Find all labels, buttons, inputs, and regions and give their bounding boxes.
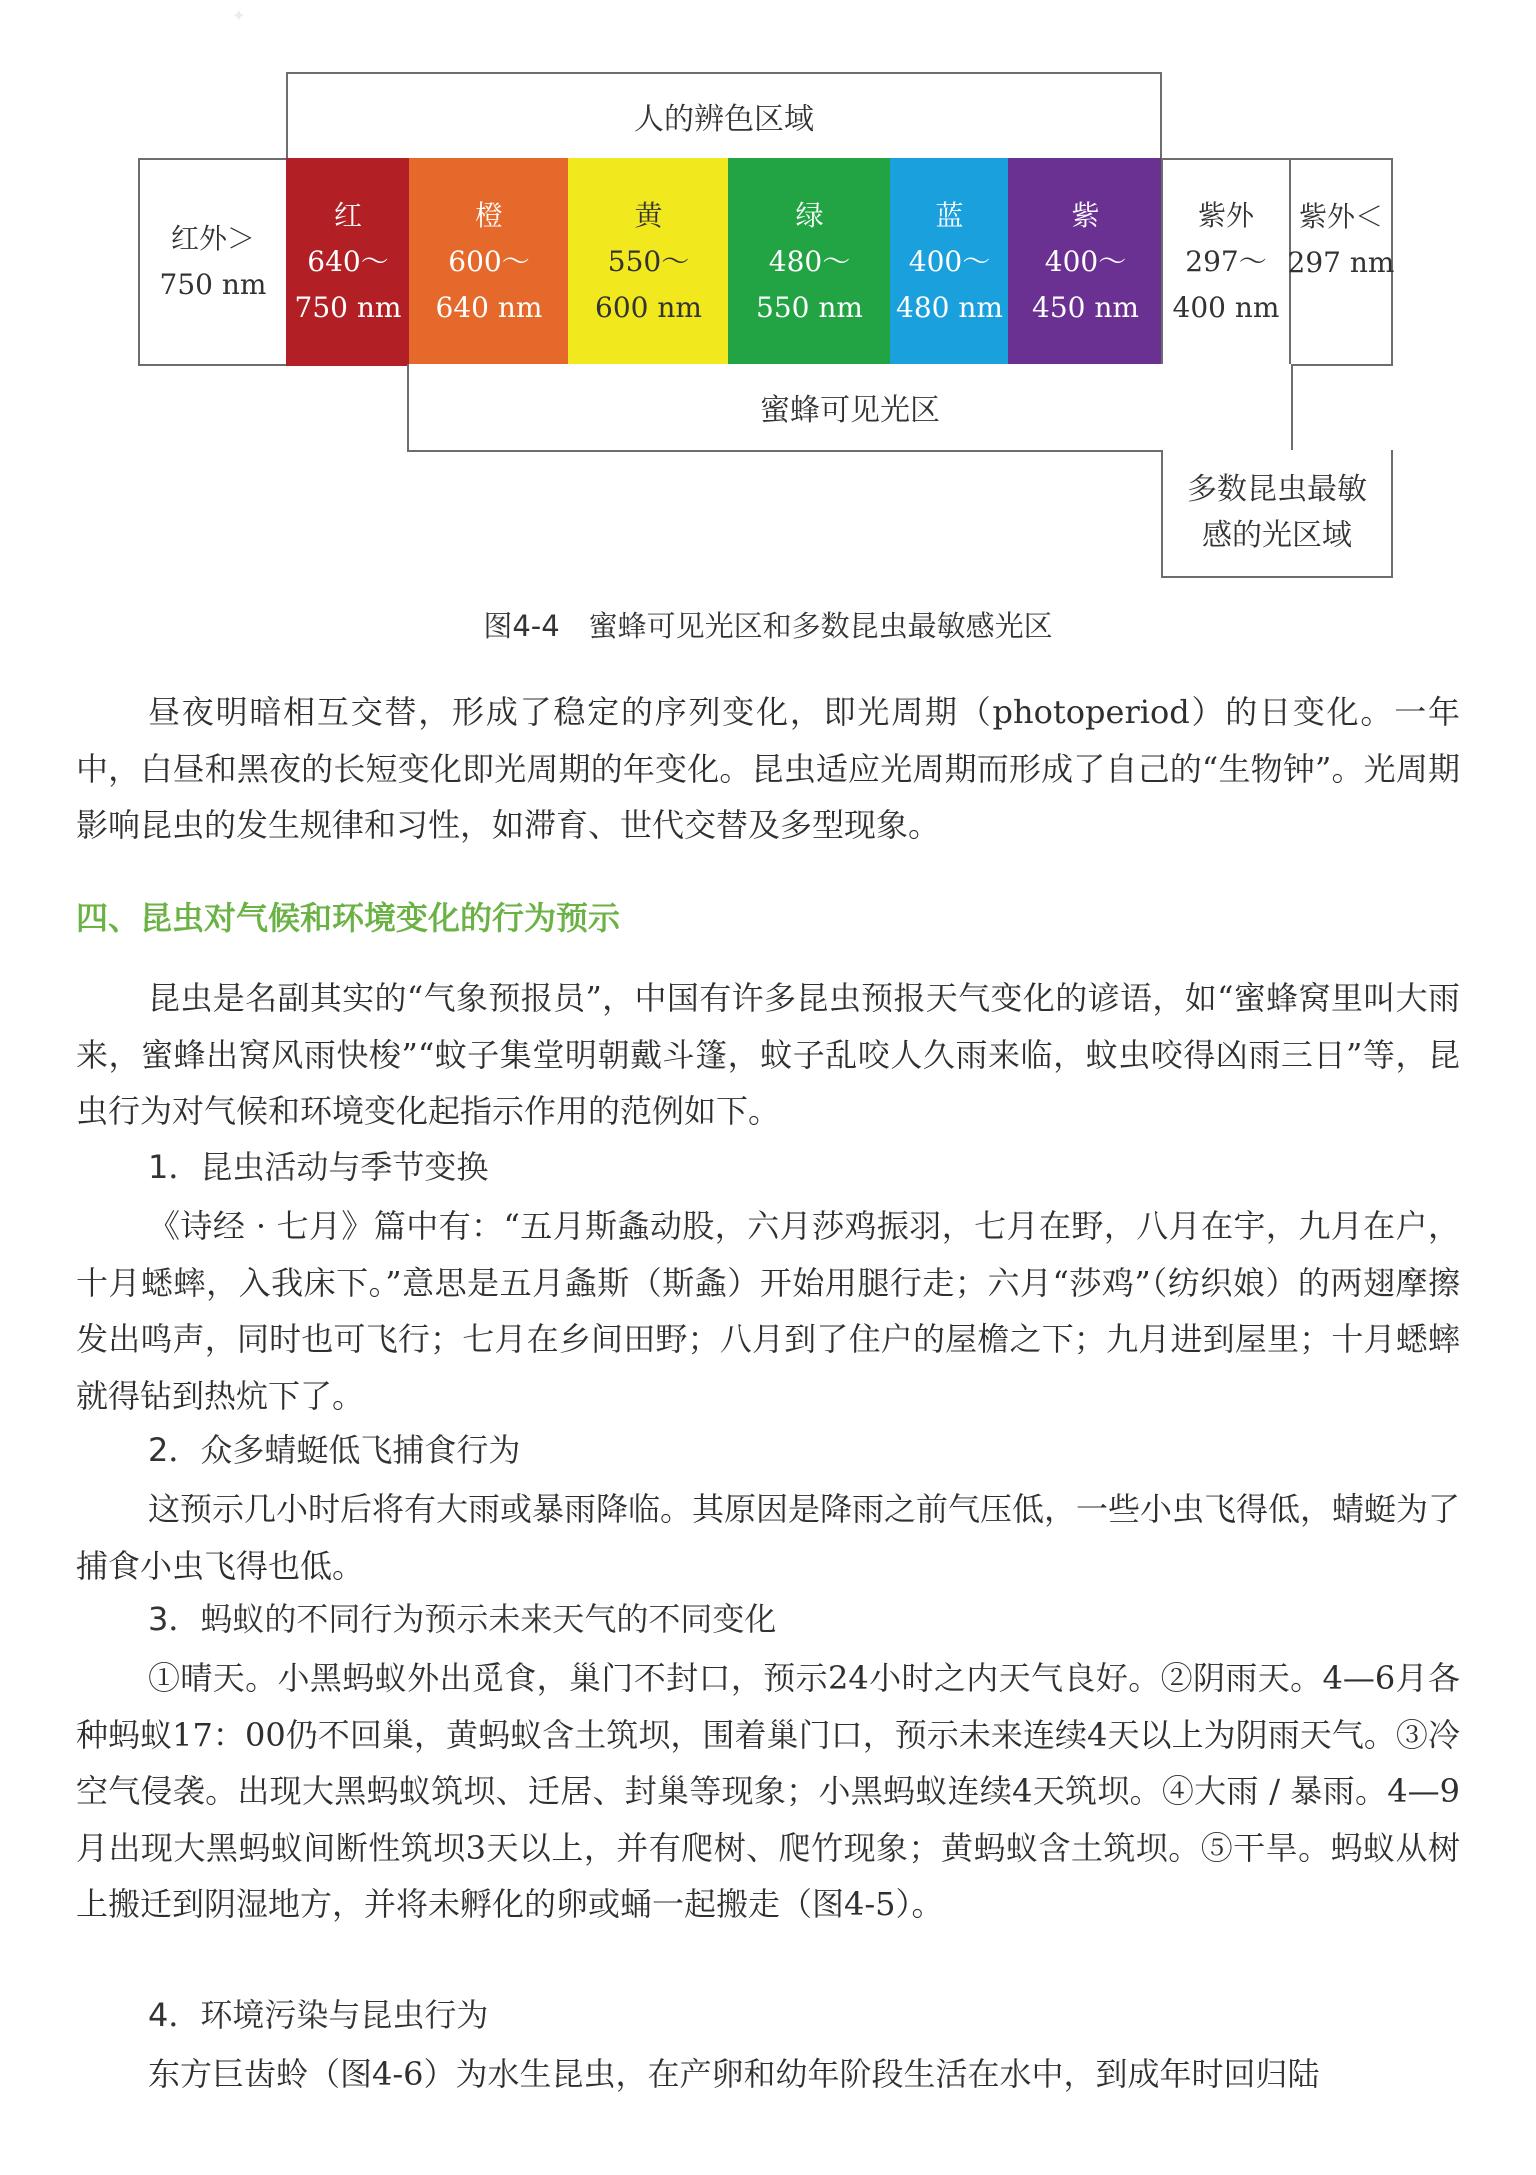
band-range-start: 400～ (908, 245, 991, 278)
section-heading: 四、昆虫对气候和环境变化的行为预示 (76, 899, 621, 937)
insect-sensitive-zone (1161, 450, 1393, 578)
subheading-pollution: 4．环境污染与昆虫行为 (148, 1996, 489, 2034)
paragraph-book-of-songs: 《诗经 · 七月》篇中有：“五月斯螽动股，六月莎鸡振羽，七月在野，八月在宇，九月在户，十月蟋蟀，入我床下。”意思是五月螽斯（斯螽）开始用腿行走；六月“莎鸡”（纺织娘）的两翅摩擦发出鸣声，同时也可飞行；七月在乡间田野；八月到了住户的屋檐之下；九月进到屋里；十月蟋蟀就得钻到热炕下了。 (76, 1207, 1460, 1415)
band-blue (890, 158, 1009, 366)
band-violet (1008, 158, 1163, 366)
insect-zone-label-line2: 感的光区域 (1202, 518, 1352, 553)
bee-visible-zone-label: 蜜蜂可见光区 (407, 364, 1293, 452)
band-name: 黄 (634, 199, 663, 232)
uv-range-start: 297～ (1185, 245, 1267, 278)
band-yellow (568, 158, 729, 366)
band-name: 蓝 (935, 199, 964, 232)
band-range-end: 600 nm (595, 291, 702, 324)
page-ornament-icon: ✦ (232, 6, 246, 25)
band-name: 绿 (795, 199, 824, 232)
insect-zone-label-line1: 多数昆虫最敏 (1187, 472, 1367, 507)
paragraph-dragonflies: 这预示几小时后将有大雨或暴雨降临。其原因是降雨之前气压低，一些小虫飞得低，蜻蜓为了捕食小虫飞得也低。 (76, 1490, 1461, 1585)
infrared-range: 750 nm (159, 268, 267, 301)
infrared-label: 红外＞ (170, 222, 255, 255)
paragraph-ants: ①晴天。小黑蚂蚁外出觅食，巢门不封口，预示24小时之内天气良好。②阴雨天。4—6月各种蚂蚁17：00仍不回巢，黄蚂蚁含土筑坝，围着巢门口，预示未来连续4天以上为阴雨天气。③冷空气侵袭。出现大黑蚂蚁筑坝、迁居、封巢等现象；小黑蚂蚁连续4天筑坝。④大雨 / 暴雨。4—9月出现大黑蚂蚁间断性筑坝3天以上，并有爬树、爬竹现象；黄蚂蚁含土筑坝。⑤干旱。蚂蚁从树上搬迁到阴湿地方，并将未孵化的卵或蛹一起搬走（图4-5）。 (76, 1659, 1460, 1924)
band-orange (409, 158, 569, 366)
subheading-ants: 3．蚂蚁的不同行为预示未来天气的不同变化 (148, 1600, 777, 1638)
figure-caption: 图4-4 蜜蜂可见光区和多数昆虫最敏感光区 (483, 609, 1053, 643)
band-name: 红 (333, 199, 362, 232)
uv-bee-cell (1161, 158, 1291, 366)
paragraph-weather-forecasters: 昆虫是名副其实的“气象预报员”，中国有许多昆虫预报天气变化的谚语，如“蜜蜂窝里叫大雨来，蜜蜂出窝风雨快梭”“蚊子集堂明朝戴斗篷，蚊子乱咬人久雨来临，蚊虫咬得凶雨三日”等，昆虫行为对气候和环境变化起指示作用的范例如下。 (76, 979, 1460, 1131)
band-name: 紫 (1071, 199, 1100, 232)
band-range-end: 480 nm (896, 291, 1003, 324)
band-range-start: 640～ (307, 245, 389, 278)
human-color-zone-label: 人的辨色区域 (286, 72, 1162, 160)
band-red (286, 158, 410, 366)
band-range-end: 750 nm (294, 291, 402, 324)
band-range-end: 450 nm (1032, 291, 1139, 324)
subheading-dragonflies: 2．众多蜻蜓低飞捕食行为 (148, 1431, 521, 1469)
paragraph-photoperiod: 昼夜明暗相互交替，形成了稳定的序列变化，即光周期（photoperiod）的日变化。一年中，白昼和黑夜的长短变化即光周期的年变化。昆虫适应光周期而形成了自己的“生物钟”。光周期影响昆虫的发生规律和习性，如滞育、世代交替及多型现象。 (76, 693, 1460, 845)
uv-short-label: 紫外＜ (1298, 200, 1383, 233)
band-range-start: 480～ (768, 245, 851, 278)
band-name: 橙 (474, 199, 503, 232)
uv-range-end: 400 nm (1172, 291, 1280, 324)
subheading-seasons: 1．昆虫活动与季节变换 (148, 1148, 489, 1186)
band-range-start: 550～ (607, 245, 690, 278)
uv-short-range: 297 nm (1287, 246, 1395, 279)
uv-label: 紫外 (1197, 199, 1254, 232)
band-range-start: 600～ (448, 245, 530, 278)
band-range-start: 400～ (1044, 245, 1127, 278)
paragraph-dobsonfly: 东方巨齿蛉（图4-6）为水生昆虫，在产卵和幼年阶段生活在水中，到成年时回归陆 (148, 2055, 1320, 2093)
band-green (728, 158, 891, 366)
infrared-cell (138, 158, 288, 366)
band-range-end: 550 nm (756, 291, 863, 324)
band-range-end: 640 nm (435, 291, 543, 324)
uv-short-cell (1289, 158, 1393, 366)
spectrum-diagram (0, 0, 1536, 660)
